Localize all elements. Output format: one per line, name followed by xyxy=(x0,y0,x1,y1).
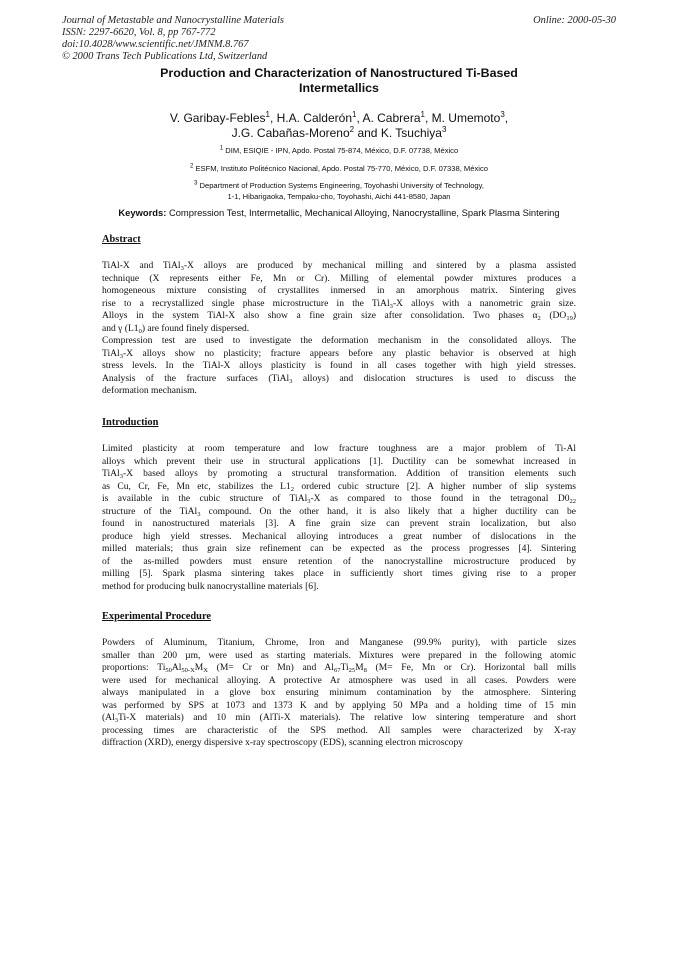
text: ) are found finely dispersed. xyxy=(141,322,250,334)
affiliation-marker: 1 xyxy=(420,110,425,119)
journal-copyright: © 2000 Trans Tech Publications Ltd, Switzerland xyxy=(62,51,268,62)
text: rise to a recrystallized single phase microstructure in the TiAl xyxy=(102,297,390,309)
subscript: 3 xyxy=(119,473,123,481)
subscript: 67 xyxy=(333,667,341,675)
author-list xyxy=(80,111,598,141)
text: -X based alloys by promoting a structural transformation. Addition of transition elements such xyxy=(122,468,576,480)
subscript: 0 xyxy=(138,327,142,335)
keywords-text: Compression Test, Intermetallic, Mechanical Alloying, Nanocrystalline, Spark Plasma Sintering xyxy=(168,207,560,218)
text: (M= Fe, Mn or Cr). Horizontal ball mills xyxy=(366,662,576,674)
subscript: X xyxy=(203,667,208,675)
text-line: diffraction (XRD), energy dispersive x-ray spectroscopy (EDS), scanning electron microscopy xyxy=(102,737,463,749)
subscript: 2 xyxy=(290,485,294,493)
journal-issn: ISSN: 2297-6620, Vol. 8, pp 767-772 xyxy=(62,27,216,38)
text: ) xyxy=(572,310,576,322)
title-line: Production and Characterization of Nanostructured Ti-Based xyxy=(160,66,518,80)
abstract-body xyxy=(102,260,576,398)
subscript: 3 xyxy=(180,265,184,272)
text-line xyxy=(102,323,576,336)
author-name: H.A. Calderón xyxy=(276,111,352,125)
affiliation-marker: 2 xyxy=(349,125,355,134)
text-line: found in nanostructured materials [3]. A fine grain size can prevent strain localization, but also xyxy=(102,518,576,530)
subscript: 3 xyxy=(114,717,118,725)
text-line xyxy=(102,310,576,323)
journal-name: Journal of Metastable and Nanocrystalline Materials xyxy=(62,15,284,26)
text-line xyxy=(102,468,576,481)
text-line xyxy=(102,493,576,506)
affiliation-marker: 1 xyxy=(352,110,357,119)
journal-header xyxy=(62,15,284,63)
text: TiAl xyxy=(102,347,120,359)
introduction-body xyxy=(102,443,576,594)
text-line: deformation mechanism. xyxy=(102,385,197,397)
text: (M= Cr or Mn) and Al xyxy=(207,662,334,674)
text: -X as compared to those found in the tetragonal D0 xyxy=(310,493,570,505)
text: (DO xyxy=(540,310,567,322)
text: alloys) and dislocation structures is used to discuss the xyxy=(292,372,576,384)
author-conjunction: and xyxy=(357,126,378,140)
affiliation-2 xyxy=(90,164,588,175)
subscript: 3 xyxy=(119,352,123,360)
text-line: Limited plasticity at room temperature and low fracture toughness are a major problem of Ti-Al xyxy=(102,443,576,454)
text-line: of the as-milled powders must ensure retention of the nanocrystalline microstructure produced by xyxy=(102,555,576,567)
affiliation-marker: 3 xyxy=(441,125,447,134)
online-date: Online: 2000-05-30 xyxy=(533,15,616,26)
experimental-heading: Experimental Procedure xyxy=(102,611,211,622)
affiliation-number: 2 xyxy=(190,163,194,170)
text: and γ (L1 xyxy=(102,322,139,334)
text-line xyxy=(102,348,576,361)
text-line: alloys which prevent their use in structural applications [1]. Ductility can be somewhat increased in xyxy=(102,455,576,467)
author-name: A. Cabrera xyxy=(362,111,421,125)
text: Ti xyxy=(340,662,349,674)
text: compound. On the other hand, it is also likely that a higher ductility can be xyxy=(200,505,576,517)
affiliation-text: ESFM, Instituto Politécnico Nacional, Apdo. Postal 75-770, México, D.F. 07338, México xyxy=(195,164,488,173)
text-line: milled materials; thus grain size refinement can be expected as the process progresses [4]. Sintering xyxy=(102,543,576,555)
text: Alloys in the system TiAl-X also show a fine grain size after consolidation. Two phases α xyxy=(102,310,538,322)
text: structure of the TiAl xyxy=(102,505,198,517)
author-name: K. Tsuchiya xyxy=(380,126,442,140)
affiliation-marker: 1 xyxy=(265,110,270,119)
experimental-body xyxy=(102,637,576,750)
keywords xyxy=(100,207,578,219)
affiliation-number: 3 xyxy=(194,180,198,187)
text: M xyxy=(194,662,204,674)
text: Al xyxy=(171,662,182,674)
text-line xyxy=(102,506,576,519)
text: -X alloys with a nanometric grain size. xyxy=(392,297,576,309)
text: is available in the cubic structure of TiAl xyxy=(102,493,308,505)
text: (Al xyxy=(102,712,115,724)
text: proportions: Ti xyxy=(102,662,166,674)
text-line: stress levels. In the TiAl-X alloys plasticity is found in all cases together with high yield stresses. xyxy=(102,360,576,372)
text-line xyxy=(102,373,576,386)
text-line: processing times are characteristic of the SPS method. All samples were characterized by X-ray xyxy=(102,724,576,736)
subscript: 2 xyxy=(537,315,541,323)
text-line: homogeneous mixture consisting of crystallites inmersed in an amorphous matrix. Sintering gives xyxy=(102,285,576,297)
affiliation-3 xyxy=(90,181,588,202)
affiliation-1 xyxy=(90,146,588,157)
text-line: was performed by SPS at 1073 and 1373 K and by applying 50 MPa and a holding time of 15 min xyxy=(102,699,576,711)
subscript: 25 xyxy=(348,667,356,675)
author-line xyxy=(80,126,598,141)
introduction-heading: Introduction xyxy=(102,417,159,428)
affiliation-text: DIM, ESIQIE - IPN, Apdo. Postal 75-874, México, D.F. 07738, México xyxy=(225,146,459,155)
text-line xyxy=(102,481,576,494)
text: ordered cubic structure [2]. A higher number of slip systems xyxy=(293,480,576,492)
text-line: were used for mechanical alloying. A protective Ar atmosphere was used in all cases. Powders were xyxy=(102,674,576,686)
text-line: always manipulated in a glove box ensuring minimum contamination by the atmosphere. Sintering xyxy=(102,687,576,699)
keywords-label: Keywords: xyxy=(118,207,167,218)
text: Ti-X materials) and 10 min (AlTi-X materials). The relative low sintering temperature and short xyxy=(117,712,576,724)
text: TiAl-X and TiAl xyxy=(102,260,181,271)
subscript: 50 xyxy=(165,667,172,675)
text-line: technique (X represents either Fe, Mn or Cr). Milling of elemental powder mixtures produces a xyxy=(102,272,576,284)
author-name: M. Umemoto xyxy=(431,111,501,125)
affiliation-line xyxy=(90,181,588,192)
text-line: Compression test are used to investigate the deformation mechanism in the consolidated alloys. The xyxy=(102,335,576,347)
subscript: 50-X xyxy=(181,667,195,675)
text-line: method for producing bulk nanocrystalline materials [6]. xyxy=(102,581,319,593)
text-line xyxy=(102,662,576,675)
subscript: 3 xyxy=(289,377,293,385)
subscript: 22 xyxy=(569,498,576,506)
text-line: produce high yield stresses. Mechanical alloying introduces a great number of dislocations in the xyxy=(102,530,576,542)
abstract-heading: Abstract xyxy=(102,234,141,245)
subscript: 19 xyxy=(566,315,573,323)
text: -X alloys show no plasticity; fracture appears before any plastic behavior is observed at high xyxy=(122,347,576,359)
text: as Cu, Cr, Fe, Mn etc, stabilizes the L1 xyxy=(102,480,291,492)
author-name: V. Garibay-Febles xyxy=(169,111,266,125)
text: TiAl xyxy=(102,468,120,480)
text-line: smaller than 200 µm, were used as starting materials. Mixtures were prepared in the following atomic xyxy=(102,649,576,661)
affiliation-marker: 3 xyxy=(500,110,505,119)
subscript: 3 xyxy=(197,510,201,518)
subscript: 3 xyxy=(389,302,393,310)
author-name: J.G. Cabañas-Moreno xyxy=(231,126,350,140)
text-line: milling [5]. Spark plasma sintering takes place in sufficiently short times giving rise to a proper xyxy=(102,568,576,580)
affiliation-text: 1-1, Hibarigaoka, Tempaku-cho, Toyohashi, Aichi 441-8580, Japan xyxy=(227,191,451,201)
text: -X alloys are produced by mechanical milling and sintered by a plasma assisted xyxy=(183,260,576,271)
paper-title xyxy=(100,66,578,96)
subscript: 8 xyxy=(363,667,367,675)
text-line: Powders of Aluminum, Titanium, Chrome, Iron and Manganese (99.9% purity), with particle sizes xyxy=(102,637,576,648)
author-line: V. Garibay-Febles$^1$, H.A. Calderón$^1$, A. Cabrera$^1$, M. Umemoto$^3$, xyxy=(169,110,509,125)
affiliation-number: 1 xyxy=(219,145,224,152)
journal-doi: doi:10.4028/www.scientific.net/JMNM.8.767 xyxy=(62,39,249,50)
title-line: Intermetallics xyxy=(299,81,379,95)
text: Analysis of the fracture surfaces (TiAl xyxy=(102,372,290,384)
affiliation-text: Department of Production Systems Engineering, Toyohashi University of Technology, xyxy=(199,181,484,190)
text: M xyxy=(355,662,364,674)
text-line xyxy=(102,298,576,311)
text-line xyxy=(102,260,576,273)
text-line xyxy=(102,712,576,725)
subscript: 3 xyxy=(307,498,311,506)
